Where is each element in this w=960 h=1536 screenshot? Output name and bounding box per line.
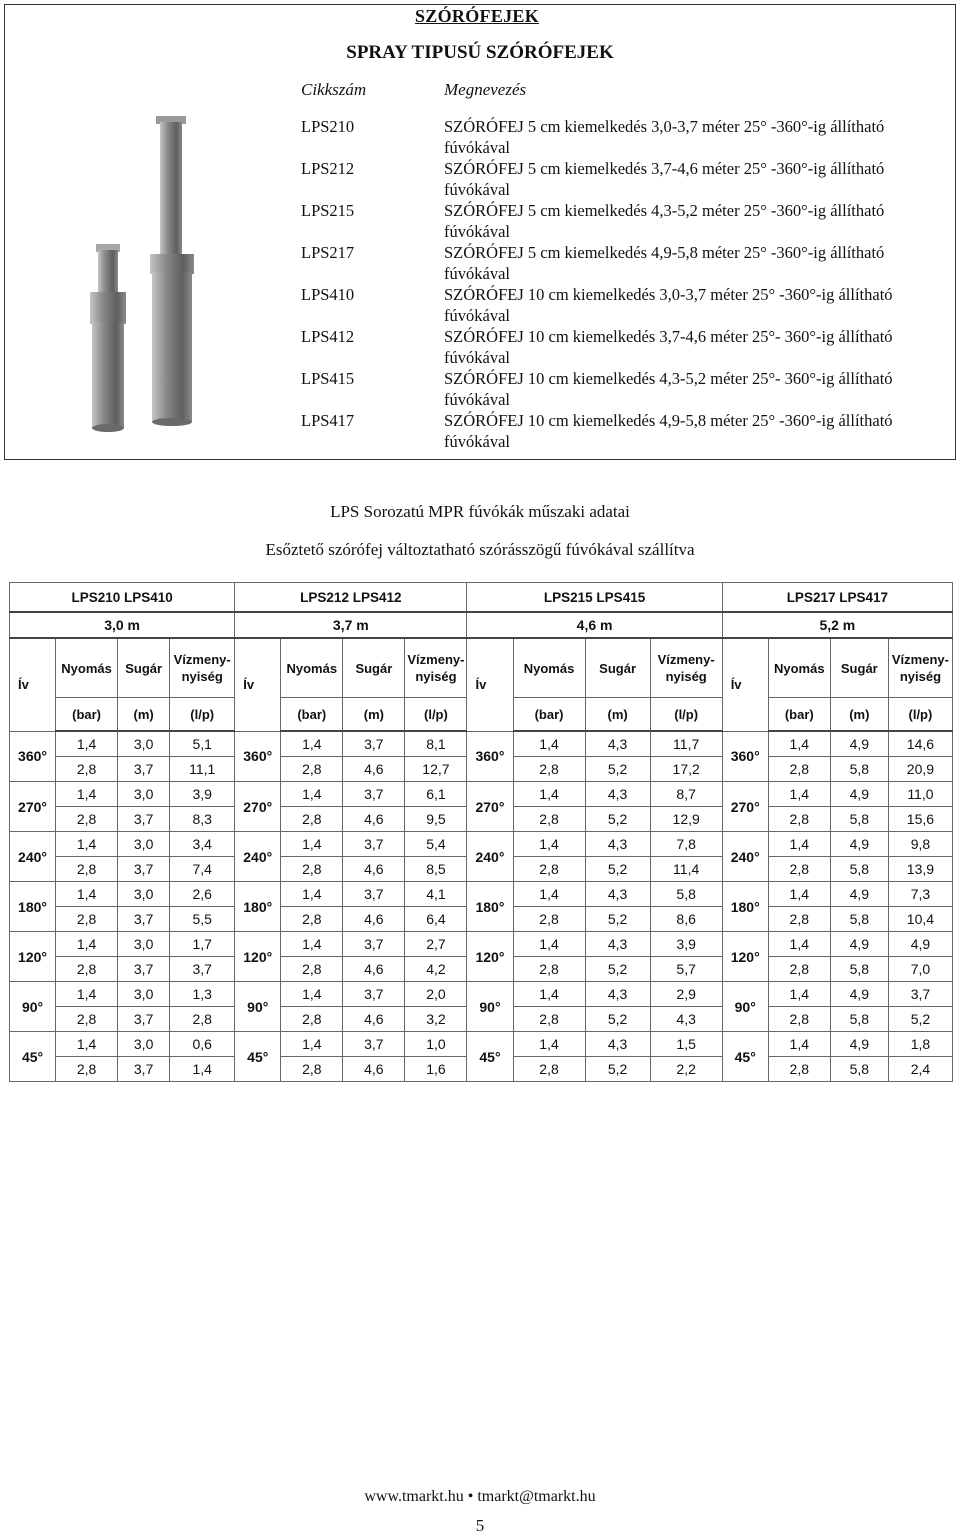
flow-value: 2,6	[170, 882, 235, 907]
flow-value: 3,7	[888, 982, 952, 1007]
header-flow-line2: nyiség	[899, 669, 942, 684]
pressure-value: 1,4	[281, 882, 343, 907]
table-row	[10, 832, 953, 857]
pressure-value: 2,8	[513, 1007, 585, 1032]
arc-angle: 45°	[722, 1032, 768, 1082]
flow-value: 2,9	[650, 982, 722, 1007]
radius-value: 3,7	[343, 982, 405, 1007]
radius-value: 4,9	[830, 832, 888, 857]
radius-value: 3,0	[118, 1032, 170, 1057]
pressure-value: 1,4	[768, 882, 830, 907]
flow-value: 1,6	[405, 1057, 467, 1082]
arc-angle: 120°	[10, 932, 56, 982]
product-code: LPS210	[301, 117, 355, 136]
pressure-value: 2,8	[768, 1057, 830, 1082]
header-radius: Sugár	[343, 638, 405, 698]
spec-heading: LPS Sorozatú MPR fúvókák műszaki adatai	[330, 502, 630, 521]
radius-value: 4,9	[830, 1032, 888, 1057]
pressure-value: 2,8	[281, 807, 343, 832]
spec-subheading: Esőztető szórófej változtatható szórásszögű fúvókával szállítva	[265, 540, 695, 559]
flow-value: 1,0	[405, 1032, 467, 1057]
pressure-value: 1,4	[281, 782, 343, 807]
header-pressure: Nyomás	[281, 638, 343, 698]
pressure-value: 1,4	[281, 932, 343, 957]
flow-value: 3,2	[405, 1007, 467, 1032]
radius-value: 4,9	[830, 932, 888, 957]
header-radius: Sugár	[585, 638, 650, 698]
pressure-value: 2,8	[56, 1057, 118, 1082]
pressure-value: 1,4	[281, 982, 343, 1007]
radius-value: 5,8	[830, 1007, 888, 1032]
pressure-value: 2,8	[281, 1007, 343, 1032]
header-arc: Ív	[467, 638, 513, 731]
unit-pressure: (bar)	[513, 698, 585, 732]
header-radius: Sugár	[830, 638, 888, 698]
radius-value: 5,2	[585, 807, 650, 832]
flow-value: 4,3	[650, 1007, 722, 1032]
radius-value: 3,7	[343, 782, 405, 807]
arc-angle: 240°	[235, 832, 281, 882]
pressure-value: 2,8	[56, 807, 118, 832]
radius-value: 4,6	[343, 957, 405, 982]
pressure-value: 1,4	[513, 982, 585, 1007]
pressure-value: 2,8	[513, 957, 585, 982]
radius-value: 5,2	[585, 1007, 650, 1032]
nominal-radius: 4,6 m	[467, 612, 722, 638]
flow-value: 3,9	[650, 932, 722, 957]
radius-value: 4,9	[830, 982, 888, 1007]
radius-value: 3,7	[343, 932, 405, 957]
pressure-value: 2,8	[768, 957, 830, 982]
pressure-value: 1,4	[513, 882, 585, 907]
arc-angle: 180°	[467, 882, 513, 932]
header-flow-line2: nyiség	[415, 669, 457, 684]
arc-angle: 45°	[467, 1032, 513, 1082]
flow-value: 2,4	[888, 1057, 952, 1082]
radius-value: 5,2	[585, 757, 650, 782]
flow-value: 5,8	[650, 882, 722, 907]
pressure-value: 1,4	[56, 882, 118, 907]
header-flow-line1: Vízmeny-	[891, 652, 949, 667]
header-flow-line1: Vízmeny-	[407, 652, 465, 667]
pressure-value: 1,4	[56, 982, 118, 1007]
product-code: LPS417	[301, 411, 355, 430]
radius-value: 5,8	[830, 957, 888, 982]
table-row	[10, 882, 953, 907]
header-flow	[888, 638, 952, 698]
arc-angle: 270°	[10, 782, 56, 832]
radius-value: 5,2	[585, 907, 650, 932]
header-arc: Ív	[722, 638, 768, 731]
arc-angle: 240°	[722, 832, 768, 882]
flow-value: 4,1	[405, 882, 467, 907]
flow-value: 5,1	[170, 731, 235, 757]
arc-angle: 90°	[722, 982, 768, 1032]
flow-value: 5,5	[170, 907, 235, 932]
product-description: SZÓRÓFEJ 10 cm kiemelkedés 3,7-4,6 méter 25°- 360°-ig állítható fúvókával	[444, 327, 893, 367]
radius-value: 3,0	[118, 832, 170, 857]
radius-value: 3,7	[118, 857, 170, 882]
spec-table	[9, 582, 953, 1082]
flow-value: 8,7	[650, 782, 722, 807]
arc-angle: 90°	[235, 982, 281, 1032]
pressure-value: 2,8	[56, 957, 118, 982]
pressure-value: 1,4	[56, 731, 118, 757]
radius-value: 4,3	[585, 932, 650, 957]
pressure-value: 1,4	[768, 782, 830, 807]
radius-value: 5,2	[585, 957, 650, 982]
flow-value: 11,4	[650, 857, 722, 882]
unit-radius: (m)	[830, 698, 888, 732]
radius-value: 3,0	[118, 982, 170, 1007]
radius-value: 3,7	[343, 731, 405, 757]
flow-value: 0,6	[170, 1032, 235, 1057]
header-pressure: Nyomás	[513, 638, 585, 698]
flow-value: 13,9	[888, 857, 952, 882]
radius-value: 3,0	[118, 932, 170, 957]
header-arc: Ív	[235, 638, 281, 731]
radius-value: 4,3	[585, 832, 650, 857]
flow-value: 5,4	[405, 832, 467, 857]
radius-value: 4,6	[343, 1057, 405, 1082]
flow-value: 1,3	[170, 982, 235, 1007]
pressure-value: 2,8	[768, 757, 830, 782]
flow-value: 10,4	[888, 907, 952, 932]
pressure-value: 2,8	[56, 757, 118, 782]
radius-value: 4,3	[585, 731, 650, 757]
unit-radius: (m)	[118, 698, 170, 732]
model-group-row	[10, 583, 953, 613]
arc-angle: 45°	[235, 1032, 281, 1082]
flow-value: 12,9	[650, 807, 722, 832]
radius-value: 5,8	[830, 857, 888, 882]
flow-value: 11,7	[650, 731, 722, 757]
flow-value: 1,7	[170, 932, 235, 957]
flow-value: 2,2	[650, 1057, 722, 1082]
pressure-value: 1,4	[513, 782, 585, 807]
product-code: LPS412	[301, 327, 355, 346]
nominal-radius-row	[10, 612, 953, 638]
arc-angle: 90°	[10, 982, 56, 1032]
radius-value: 5,2	[585, 1057, 650, 1082]
pressure-value: 2,8	[513, 807, 585, 832]
arc-angle: 360°	[722, 731, 768, 782]
product-code: LPS212	[301, 159, 355, 178]
flow-value: 7,0	[888, 957, 952, 982]
header-flow	[170, 638, 235, 698]
flow-value: 17,2	[650, 757, 722, 782]
flow-value: 9,5	[405, 807, 467, 832]
pressure-value: 2,8	[281, 757, 343, 782]
flow-value: 8,1	[405, 731, 467, 757]
pressure-value: 1,4	[768, 932, 830, 957]
pressure-value: 1,4	[513, 832, 585, 857]
product-code: LPS215	[301, 201, 355, 220]
product-code: LPS410	[301, 285, 355, 304]
radius-value: 5,2	[585, 857, 650, 882]
radius-value: 5,8	[830, 1057, 888, 1082]
model-group-header: LPS217 LPS417	[722, 583, 952, 613]
pressure-value: 1,4	[513, 932, 585, 957]
column-header-name: Megnevezés	[444, 80, 527, 99]
radius-value: 3,7	[118, 807, 170, 832]
radius-value: 4,9	[830, 731, 888, 757]
table-row	[10, 731, 953, 757]
flow-value: 1,5	[650, 1032, 722, 1057]
table-row	[10, 982, 953, 1007]
arc-angle: 45°	[10, 1032, 56, 1082]
flow-value: 8,3	[170, 807, 235, 832]
product-description: SZÓRÓFEJ 10 cm kiemelkedés 4,3-5,2 méter 25°- 360°-ig állítható fúvókával	[444, 369, 893, 409]
pressure-value: 1,4	[768, 731, 830, 757]
flow-value: 3,7	[170, 957, 235, 982]
pressure-value: 1,4	[56, 1032, 118, 1057]
flow-value: 9,8	[888, 832, 952, 857]
pressure-value: 2,8	[513, 907, 585, 932]
radius-value: 4,3	[585, 882, 650, 907]
radius-value: 4,6	[343, 807, 405, 832]
flow-value: 7,4	[170, 857, 235, 882]
header-flow-line1: Vízmeny-	[657, 652, 715, 667]
arc-angle: 360°	[467, 731, 513, 782]
arc-angle: 270°	[722, 782, 768, 832]
pressure-value: 2,8	[56, 857, 118, 882]
unit-pressure: (bar)	[281, 698, 343, 732]
radius-value: 3,7	[118, 1007, 170, 1032]
pressure-value: 1,4	[281, 832, 343, 857]
flow-value: 20,9	[888, 757, 952, 782]
pressure-value: 1,4	[281, 731, 343, 757]
header-flow-line1: Vízmeny-	[173, 652, 231, 667]
flow-value: 5,2	[888, 1007, 952, 1032]
arc-angle: 240°	[467, 832, 513, 882]
pressure-value: 2,8	[281, 957, 343, 982]
radius-value: 3,7	[343, 1032, 405, 1057]
page-number: 5	[475, 1516, 485, 1535]
unit-pressure: (bar)	[56, 698, 118, 732]
radius-value: 5,8	[830, 807, 888, 832]
radius-value: 4,3	[585, 1032, 650, 1057]
flow-value: 15,6	[888, 807, 952, 832]
pressure-value: 2,8	[768, 1007, 830, 1032]
arc-angle: 120°	[467, 932, 513, 982]
radius-value: 3,7	[343, 832, 405, 857]
pressure-value: 2,8	[56, 907, 118, 932]
radius-value: 4,6	[343, 1007, 405, 1032]
pressure-value: 1,4	[56, 782, 118, 807]
pressure-value: 2,8	[768, 807, 830, 832]
pop-up-sprinkler-image	[88, 116, 218, 434]
flow-value: 11,0	[888, 782, 952, 807]
header-arc: Ív	[10, 638, 56, 731]
pressure-value: 1,4	[768, 1032, 830, 1057]
pressure-value: 1,4	[513, 1032, 585, 1057]
header-pressure: Nyomás	[56, 638, 118, 698]
radius-value: 3,7	[343, 882, 405, 907]
radius-value: 5,8	[830, 907, 888, 932]
product-code: LPS217	[301, 243, 355, 262]
pressure-value: 1,4	[281, 1032, 343, 1057]
flow-value: 5,7	[650, 957, 722, 982]
pressure-value: 1,4	[768, 982, 830, 1007]
radius-value: 4,6	[343, 907, 405, 932]
product-description: SZÓRÓFEJ 5 cm kiemelkedés 4,9-5,8 méter 25° -360°-ig állítható fúvókával	[444, 243, 885, 283]
model-group-header: LPS215 LPS415	[467, 583, 722, 613]
pressure-value: 1,4	[513, 731, 585, 757]
radius-value: 3,7	[118, 957, 170, 982]
radius-value: 4,9	[830, 782, 888, 807]
table-row	[10, 1032, 953, 1057]
pressure-value: 2,8	[513, 757, 585, 782]
pressure-value: 2,8	[56, 1007, 118, 1032]
flow-value: 6,4	[405, 907, 467, 932]
nominal-radius: 3,7 m	[235, 612, 467, 638]
radius-value: 4,6	[343, 757, 405, 782]
radius-value: 3,7	[118, 907, 170, 932]
unit-radius: (m)	[343, 698, 405, 732]
flow-value: 2,8	[170, 1007, 235, 1032]
flow-value: 3,4	[170, 832, 235, 857]
unit-flow: (l/p)	[170, 698, 235, 732]
table-row	[10, 782, 953, 807]
radius-value: 3,0	[118, 731, 170, 757]
pressure-value: 2,8	[281, 907, 343, 932]
unit-flow: (l/p)	[405, 698, 467, 732]
product-description: SZÓRÓFEJ 5 cm kiemelkedés 3,7-4,6 méter 25° -360°-ig állítható fúvókával	[444, 159, 885, 199]
flow-value: 7,8	[650, 832, 722, 857]
arc-angle: 180°	[235, 882, 281, 932]
page-subtitle: SPRAY TIPUSÚ SZÓRÓFEJEK	[346, 42, 614, 63]
pressure-value: 2,8	[513, 857, 585, 882]
flow-value: 14,6	[888, 731, 952, 757]
nominal-radius: 3,0 m	[10, 612, 235, 638]
arc-angle: 120°	[722, 932, 768, 982]
footer-contact: www.tmarkt.hu • tmarkt@tmarkt.hu	[364, 1488, 596, 1505]
radius-value: 3,7	[118, 1057, 170, 1082]
unit-radius: (m)	[585, 698, 650, 732]
product-description: SZÓRÓFEJ 10 cm kiemelkedés 4,9-5,8 méter 25° -360°-ig állítható fúvókával	[444, 411, 893, 451]
unit-pressure: (bar)	[768, 698, 830, 732]
pressure-value: 1,4	[56, 932, 118, 957]
header-flow	[405, 638, 467, 698]
flow-value: 1,4	[170, 1057, 235, 1082]
flow-value: 8,5	[405, 857, 467, 882]
radius-value: 4,9	[830, 882, 888, 907]
unit-flow: (l/p)	[888, 698, 952, 732]
radius-value: 4,3	[585, 982, 650, 1007]
arc-angle: 90°	[467, 982, 513, 1032]
column-header-code: Cikkszám	[301, 80, 367, 99]
arc-angle: 240°	[10, 832, 56, 882]
flow-value: 2,0	[405, 982, 467, 1007]
header-flow-line2: nyiség	[665, 669, 707, 684]
table-row	[10, 932, 953, 957]
arc-angle: 180°	[722, 882, 768, 932]
header-flow-line2: nyiség	[181, 669, 223, 684]
product-description: SZÓRÓFEJ 10 cm kiemelkedés 3,0-3,7 méter 25° -360°-ig állítható fúvókával	[444, 285, 893, 325]
product-description: SZÓRÓFEJ 5 cm kiemelkedés 3,0-3,7 méter 25° -360°-ig állítható fúvókával	[444, 117, 885, 157]
model-group-header: LPS212 LPS412	[235, 583, 467, 613]
pressure-value: 2,8	[768, 857, 830, 882]
flow-value: 1,8	[888, 1032, 952, 1057]
flow-value: 6,1	[405, 782, 467, 807]
flow-value: 11,1	[170, 757, 235, 782]
model-group-header: LPS210 LPS410	[10, 583, 235, 613]
arc-angle: 270°	[467, 782, 513, 832]
pressure-value: 1,4	[768, 832, 830, 857]
flow-value: 12,7	[405, 757, 467, 782]
pressure-value: 2,8	[768, 907, 830, 932]
arc-angle: 360°	[10, 731, 56, 782]
column-header-row	[10, 638, 953, 698]
nominal-radius: 5,2 m	[722, 612, 952, 638]
arc-angle: 360°	[235, 731, 281, 782]
pressure-value: 1,4	[56, 832, 118, 857]
radius-value: 3,0	[118, 782, 170, 807]
radius-value: 3,0	[118, 882, 170, 907]
radius-value: 4,3	[585, 782, 650, 807]
flow-value: 4,9	[888, 932, 952, 957]
pressure-value: 2,8	[281, 857, 343, 882]
radius-value: 4,6	[343, 857, 405, 882]
section-title: SZÓRÓFEJEK	[415, 6, 540, 26]
pressure-value: 2,8	[281, 1057, 343, 1082]
flow-value: 7,3	[888, 882, 952, 907]
arc-angle: 180°	[10, 882, 56, 932]
flow-value: 8,6	[650, 907, 722, 932]
flow-value: 2,7	[405, 932, 467, 957]
product-code: LPS415	[301, 369, 355, 388]
flow-value: 3,9	[170, 782, 235, 807]
header-pressure: Nyomás	[768, 638, 830, 698]
pressure-value: 2,8	[513, 1057, 585, 1082]
header-radius: Sugár	[118, 638, 170, 698]
flow-value: 4,2	[405, 957, 467, 982]
arc-angle: 270°	[235, 782, 281, 832]
product-description: SZÓRÓFEJ 5 cm kiemelkedés 4,3-5,2 méter 25° -360°-ig állítható fúvókával	[444, 201, 885, 241]
radius-value: 5,8	[830, 757, 888, 782]
radius-value: 3,7	[118, 757, 170, 782]
header-flow	[650, 638, 722, 698]
unit-flow: (l/p)	[650, 698, 722, 732]
arc-angle: 120°	[235, 932, 281, 982]
